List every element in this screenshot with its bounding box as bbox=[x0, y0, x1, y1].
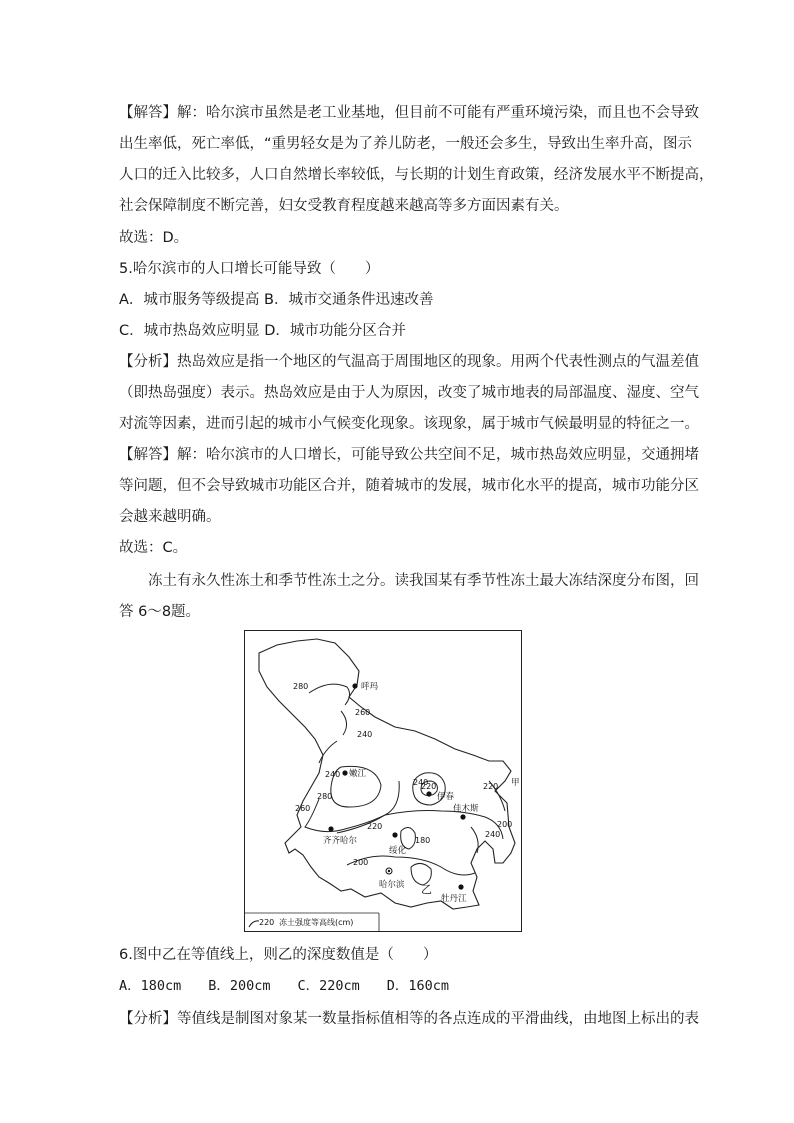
question-5-options-cd: C．城市热岛效应明显 D．城市功能分区合并 bbox=[119, 323, 406, 339]
contour-280-north bbox=[309, 684, 350, 705]
text-line: 社会保障制度不断完善，妇女受教育程度越来越高等多方面因素有关。 bbox=[119, 198, 569, 214]
question-5-stem: 5.哈尔滨市的人口增长可能导致（ ） bbox=[119, 261, 380, 277]
legend-line-sample bbox=[249, 921, 259, 927]
contour-260-west bbox=[305, 781, 399, 832]
city-point-suihua bbox=[392, 832, 397, 837]
question-5 bbox=[119, 254, 679, 347]
text-line: 【解答】解：哈尔滨市的人口增长，可能导致公共空间不足，城市热岛效应明显，交通拥堵 bbox=[119, 447, 699, 463]
contour-label: 220 bbox=[367, 822, 383, 831]
text-line: 人口的迁入比较多，人口自然增长率较低，与长期的计划生育政策，经济发展水平不断提高， bbox=[119, 167, 714, 183]
analysis-q5 bbox=[119, 347, 699, 440]
city-point-jiamusi bbox=[460, 814, 465, 819]
city-point-yichun bbox=[426, 791, 431, 796]
text-line: 等问题，但不会导致城市功能区合并，随着城市的发展，城市化水平的提高，城市功能分区 bbox=[119, 478, 699, 494]
city-label-suihua: 绥化 bbox=[389, 846, 407, 856]
contour-label: 240 bbox=[485, 830, 501, 839]
city-point-mudanjiang bbox=[458, 884, 463, 889]
contour-260-north bbox=[341, 711, 347, 735]
contour-label: 240 bbox=[413, 778, 429, 787]
text-line: 会越来越明确。 bbox=[119, 509, 221, 525]
map-drawing bbox=[245, 631, 521, 931]
city-label-nenjiang: 嫩江 bbox=[349, 769, 367, 779]
text-line: 【分析】热岛效应是指一个地区的气温高于周围地区的现象。用两个代表性测点的气温差值 bbox=[119, 354, 699, 370]
city-point-harbin-center bbox=[388, 870, 390, 872]
contour-label: 180 bbox=[415, 836, 431, 845]
contour-label: 240 bbox=[357, 730, 373, 739]
intro-line-1: 冻土有永久性冻土和季节性冻土之分。读我国某有季节性冻土最大冻结深度分布图，回 bbox=[148, 573, 699, 589]
contour-label: 260 bbox=[295, 804, 311, 813]
contour-label: 280 bbox=[293, 682, 309, 691]
legend-text: 冻土强度等高线(cm) bbox=[279, 918, 354, 927]
text-line: 出生率低，死亡率低，“重男轻女是为了养儿防老，一般还会多生，导致出生率升高，图示 bbox=[119, 136, 693, 152]
analysis-q6 bbox=[119, 1004, 699, 1035]
question-6-stem: 6.图中乙在等值线上，则乙的深度数值是（ ） bbox=[119, 947, 438, 963]
contour-label: 280 bbox=[317, 792, 333, 801]
contour-label: 260 bbox=[355, 708, 371, 717]
city-point-huma bbox=[352, 683, 357, 688]
city-label-harbin: 哈尔滨 bbox=[379, 880, 405, 890]
marker-jia: 甲 bbox=[511, 778, 520, 788]
answer-q5 bbox=[119, 533, 679, 564]
city-label-qiqihar: 齐齐哈尔 bbox=[323, 836, 358, 846]
city-label-huma: 呼玛 bbox=[361, 682, 379, 692]
contour-harbin-loop bbox=[411, 863, 431, 885]
contour-label: 220 bbox=[421, 782, 437, 791]
text-line: 对流等因素，进而引起的城市小气候变化现象。该现象，属于城市气候最明显的特征之一。 bbox=[119, 416, 699, 432]
city-label-mudanjiang: 牡丹江 bbox=[441, 894, 467, 904]
text-line: 【分析】等值线是制图对象某一数量指标值相等的各点连成的平滑曲线，由地图上标出的表 bbox=[119, 1011, 699, 1027]
contour-label: 200 bbox=[353, 858, 369, 867]
contour-220-central bbox=[337, 811, 503, 840]
text-line: 【解答】解：哈尔滨市虽然是老工业基地，但目前不可能有严重环境污染，而且也不会导致 bbox=[119, 105, 699, 121]
contour-label: 200 bbox=[497, 820, 513, 829]
section-intro bbox=[119, 566, 699, 628]
intro-line-2: 答 6～8题。 bbox=[119, 604, 201, 620]
city-point-nenjiang bbox=[342, 770, 347, 775]
city-point-qiqihar bbox=[328, 826, 333, 831]
solution-block-q4 bbox=[119, 98, 714, 222]
city-label-jiamusi: 佳木斯 bbox=[453, 804, 479, 814]
question-5-options-ab: A．城市服务等级提高 B．城市交通条件迅速改善 bbox=[119, 292, 434, 308]
question-6 bbox=[119, 940, 679, 1002]
contour-label: 240 bbox=[325, 770, 341, 779]
city-label-yichun: 伊春 bbox=[437, 792, 455, 802]
solution-q5 bbox=[119, 440, 699, 533]
marker-yi: 乙 bbox=[421, 883, 432, 896]
answer-q4 bbox=[119, 223, 679, 254]
frozen-soil-depth-map bbox=[244, 630, 522, 932]
answer-text: 故选：C。 bbox=[119, 540, 188, 556]
legend-sample-value: 220 bbox=[259, 918, 275, 927]
answer-text: 故选：D。 bbox=[119, 230, 189, 246]
text-line: （即热岛强度）表示。热岛效应是由于人为原因，改变了城市地表的局部温度、湿度、空气 bbox=[119, 385, 699, 401]
question-6-options: A．180cm B．200cm C．220cm D．160cm bbox=[119, 978, 450, 994]
contour-label: 220 bbox=[483, 782, 499, 791]
